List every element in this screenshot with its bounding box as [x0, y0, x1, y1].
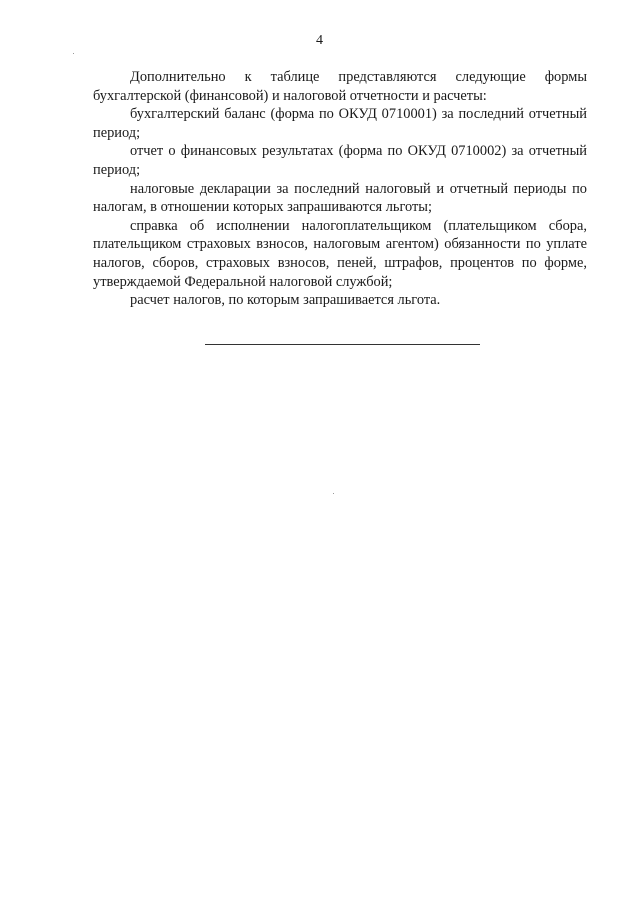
scan-speck [333, 493, 334, 494]
list-item-tax-declarations: налоговые декларации за последний налоговый и отчетный периоды по налогам, в отношении которых запрашиваются льготы; [93, 180, 587, 216]
end-divider [205, 344, 480, 345]
list-item-financial-results: отчет о финансовых результатах (форма по ОКУД 0710002) за отчетный период; [93, 143, 587, 178]
page-number: 4 [316, 33, 323, 48]
list-item-tax-obligation-certificate: справка об исполнении налогоплательщиком (плательщиком сбора, плательщиком страховых взносов, налоговым агентом) обязанности по уплате налогов, сборов, страховых взносов, пеней, штрафов, процентов по форме, утверждаемой Федеральной налоговой службой; [93, 217, 587, 290]
list-item-balance-sheet: бухгалтерский баланс (форма по ОКУД 0710001) за последний отчетный период; [93, 106, 587, 141]
intro-paragraph: Дополнительно к таблице представляются следующие формы бухгалтерской (финансовой) и налоговой отчетности и расчеты: [93, 69, 587, 104]
scan-speck [73, 53, 74, 54]
document-body [93, 68, 587, 310]
list-item-tax-calculation: расчет налогов, по которым запрашивается льгота. [130, 292, 441, 309]
